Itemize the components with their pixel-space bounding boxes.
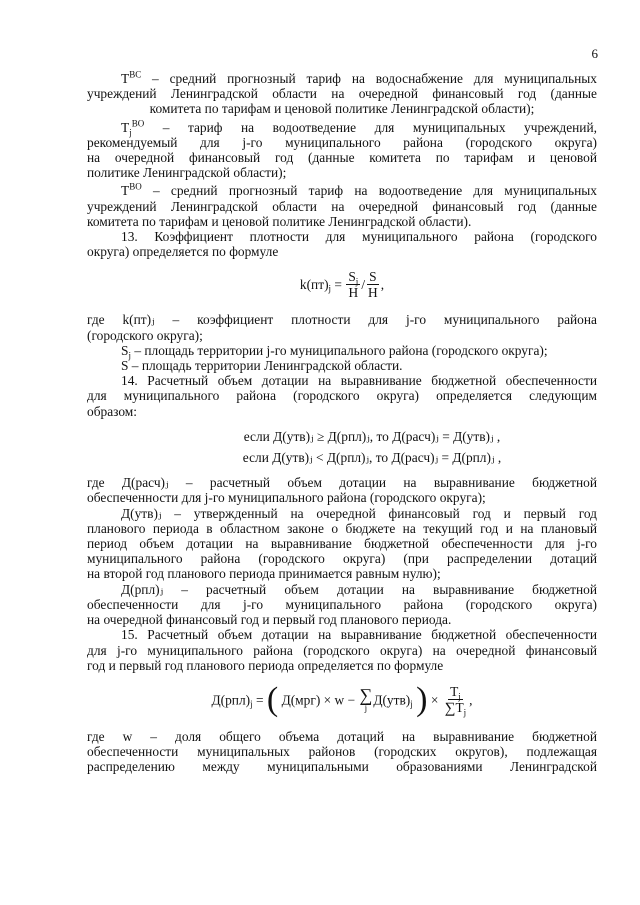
item-14-line-2: для муниципального района (городского округа) определяется следующим — [87, 388, 597, 404]
item-13-line-1: 13. Коэффициент плотности для муниципального района (городского — [121, 229, 597, 245]
w-def-line-2: обеспеченности муниципальных районов (городских округов), подлежащая — [87, 744, 597, 760]
rpl-def-line-3: на очередной финансовый год и первый год планового периода. — [87, 612, 452, 628]
area-j-def: $S_j$ – площадь территории j-го муниципального района (городского округа); — [121, 342, 548, 361]
approved-def-line-3: период объем дотации на выравнивание бюджетной обеспеченности для j-го — [87, 536, 597, 552]
tariff-vs-line-3: комитета по тарифам и ценовой политике Ленинградской области); — [149, 101, 535, 117]
tariff-vo-line-3: комитета по тарифам и ценовой политике Ленинградской области). — [87, 213, 472, 229]
item-15-line-2: для j-го муниципального района (городского округа) на очередной финансовый — [87, 642, 597, 658]
calc-def-line-1: где Д(расч)ⱼ – расчетный объем дотации на выравнивание бюджетной — [87, 475, 597, 491]
approved-def-line-5: на второй год планового периода принимается равным нулю); — [87, 566, 441, 582]
condition-2: если Д(утв)ⱼ < Д(рпл)ⱼ, то Д(расч)ⱼ = Д(рпл)ⱼ , — [242, 450, 502, 466]
item-14-line-1: 14. Расчетный объем дотации на выравнивание бюджетной обеспеченности — [121, 373, 597, 389]
density-formula: $k(пт)_j$ = $\frac{S_j}{H}$ / $\frac{S}{H}$ , — [299, 269, 385, 301]
approved-def-line-4: муниципального района (городского округа) (при распределении дотаций — [87, 551, 597, 567]
rpl-formula: $Д(рпл)_j$ = ( Д(мрг) × w − ∑ j $Д(утв)_j$ ) × $\frac{T_j}{\sum T_j}$ , — [211, 680, 473, 718]
tariff-vo-j-line-1: $T_j^{ВО}$ – тариф на водоотведение для муниципальных учреждений, — [121, 118, 597, 138]
tariff-vs-line-2: учреждений Ленинградской области на очередной финансовый год (данные — [87, 86, 597, 102]
item-13-line-2: округа) определяется по формуле — [87, 244, 279, 260]
density-def-line-2: (городского округа); — [87, 327, 203, 343]
w-def-line-1: где w – доля общего объема дотаций на выравнивание бюджетной — [87, 728, 597, 744]
condition-1: если Д(утв)ⱼ ≥ Д(рпл)ⱼ, то Д(расч)ⱼ = Д(утв)ⱼ , — [243, 428, 501, 444]
item-14-line-3: образом: — [87, 403, 137, 419]
document-body — [87, 71, 597, 775]
tariff-vs-line-1: $T^{ВС}$ – средний прогнозный тариф на водоснабжение для муниципальных — [121, 69, 597, 86]
rpl-def-line-1: Д(рпл)ⱼ – расчетный объем дотации на выравнивание бюджетной — [121, 581, 597, 597]
tariff-vo-j-line-3: на очередной финансовый год (данные комитета по тарифам и ценовой — [87, 150, 597, 166]
rpl-def-line-2: обеспеченности для j-го муниципального района (городского округа) — [87, 596, 597, 612]
item-15-line-3: год и первый год планового периода определяется по формуле — [87, 657, 444, 673]
page-number: 6 — [591, 46, 598, 61]
calc-def-line-2: обеспеченности для j-го муниципального района (городского округа); — [87, 490, 486, 506]
item-15-line-1: 15. Расчетный объем дотации на выравнивание бюджетной обеспеченности — [121, 627, 597, 643]
tariff-vo-j-line-4: политике Ленинградской области); — [87, 165, 287, 181]
density-def-line-1: где k(пт)ⱼ – коэффициент плотности для j-го муниципального района — [87, 312, 597, 328]
tariff-vo-line-1: $T^{ВО}$ – средний прогнозный тариф на водоотведение для муниципальных — [121, 181, 597, 199]
area-total-def: S – площадь территории Ленинградской области. — [121, 358, 403, 374]
w-def-line-3: распределению между муниципальными образованиями Ленинградской — [87, 759, 597, 775]
tariff-vo-line-2: учреждений Ленинградской области на очередной финансовый год (данные — [87, 198, 597, 214]
approved-def-line-1: Д(утв)ⱼ – утвержденный на очередной финансовый год и первый год — [121, 505, 597, 521]
approved-def-line-2: планового периода в областном законе о бюджете на текущий год и на плановый — [87, 520, 597, 536]
tariff-vo-j-line-2: рекомендуемый для j-го муниципального района (городского округа) — [87, 134, 597, 150]
